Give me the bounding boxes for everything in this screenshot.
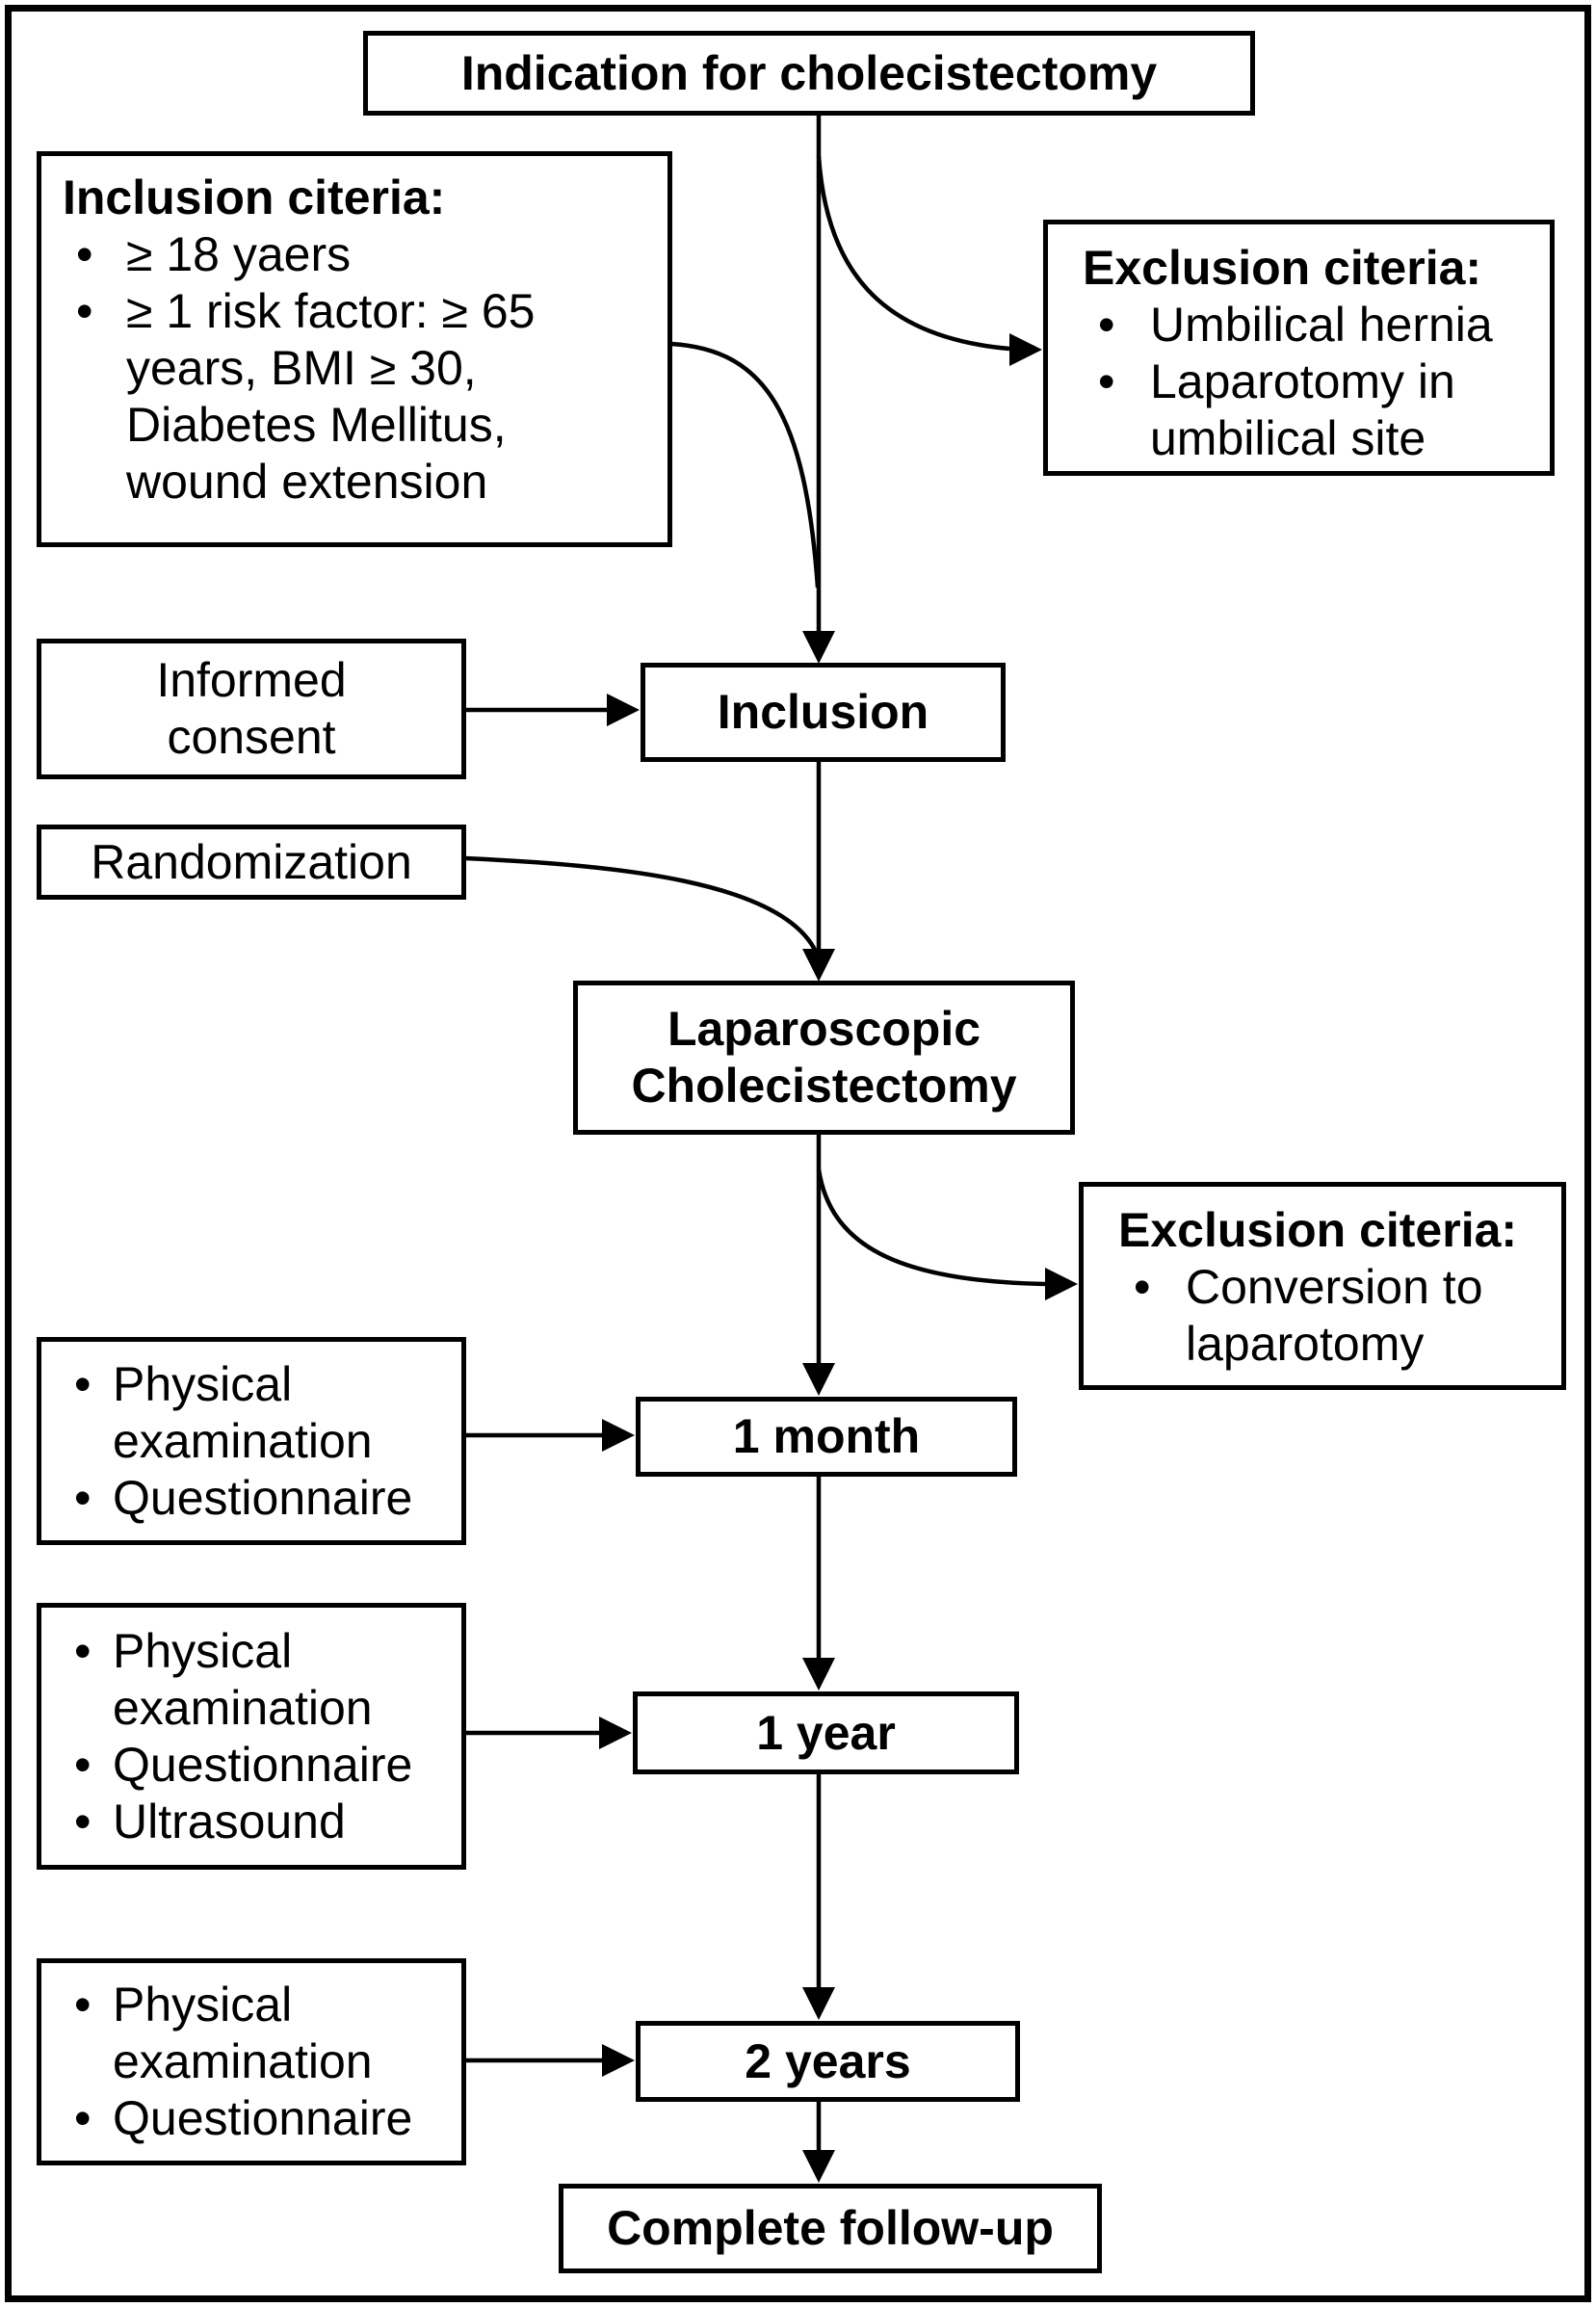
node-inclusion (641, 663, 1006, 762)
node-1-month-label: 1 month (732, 1409, 921, 1463)
exclusion-criteria-top-heading: Exclusion citeria: (1083, 241, 1482, 295)
bullet-item: • ≥ 1 risk factor: ≥ 65 years, BMI ≥ 30, Diabetes Mellitus, wound extension (63, 283, 652, 511)
box-informed-consent (37, 639, 466, 779)
exclusion-criteria-mid-list (1118, 1259, 1548, 1373)
randomization-label: Randomization (91, 834, 412, 889)
bullet-item: • Questionnaire (57, 2090, 454, 2147)
exclusion-criteria-top-list (1083, 297, 1536, 467)
inclusion-criteria-heading: Inclusion citeria: (63, 170, 446, 224)
box-assessments-1-month (37, 1337, 466, 1545)
bullet-item: • Physical examination (57, 1356, 454, 1470)
bullet-item: • Conversion to laparotomy (1118, 1259, 1548, 1373)
box-exclusion-criteria-top (1043, 220, 1555, 476)
bullet-item: • Laparotomy in umbilical site (1083, 354, 1536, 467)
bullet-item: • Physical examination (57, 1623, 454, 1737)
informed-consent-label: Informed consent (156, 653, 347, 764)
bullet-item: • Questionnaire (57, 1737, 454, 1794)
box-assessments-2-years (37, 1958, 466, 2165)
bullet-item: • Ultrasound (57, 1794, 454, 1850)
bullet-item: • Questionnaire (57, 1470, 454, 1527)
node-laparoscopic-label: Laparoscopic Cholecistectomy (631, 1002, 1017, 1113)
node-1-month (636, 1397, 1017, 1477)
node-1-year (633, 1691, 1019, 1774)
bullet-item: • ≥ 18 yaers (63, 226, 652, 283)
box-assessments-1-year (37, 1603, 466, 1870)
node-inclusion-label: Inclusion (717, 685, 929, 739)
bullet-item: • Physical examination (57, 1977, 454, 2090)
box-exclusion-criteria-mid (1079, 1182, 1566, 1390)
assessments-1-year-list (57, 1623, 454, 1850)
node-title (363, 31, 1255, 116)
node-laparoscopic (573, 981, 1075, 1135)
node-complete-followup (559, 2184, 1102, 2273)
node-1-year-label: 1 year (756, 1705, 896, 1760)
node-2-years (636, 2021, 1020, 2102)
box-inclusion-criteria (37, 151, 672, 547)
assessments-2-years-list (57, 1977, 454, 2147)
node-complete-followup-label: Complete follow-up (607, 2201, 1054, 2255)
inclusion-criteria-list (63, 226, 652, 511)
node-title-label: Indication for cholecistectomy (460, 45, 1158, 100)
exclusion-criteria-mid-heading: Exclusion citeria: (1118, 1203, 1518, 1257)
node-2-years-label: 2 years (745, 2033, 911, 2088)
bullet-item: • Umbilical hernia (1083, 297, 1536, 354)
assessments-1-month-list (57, 1356, 454, 1527)
box-randomization (37, 825, 466, 900)
